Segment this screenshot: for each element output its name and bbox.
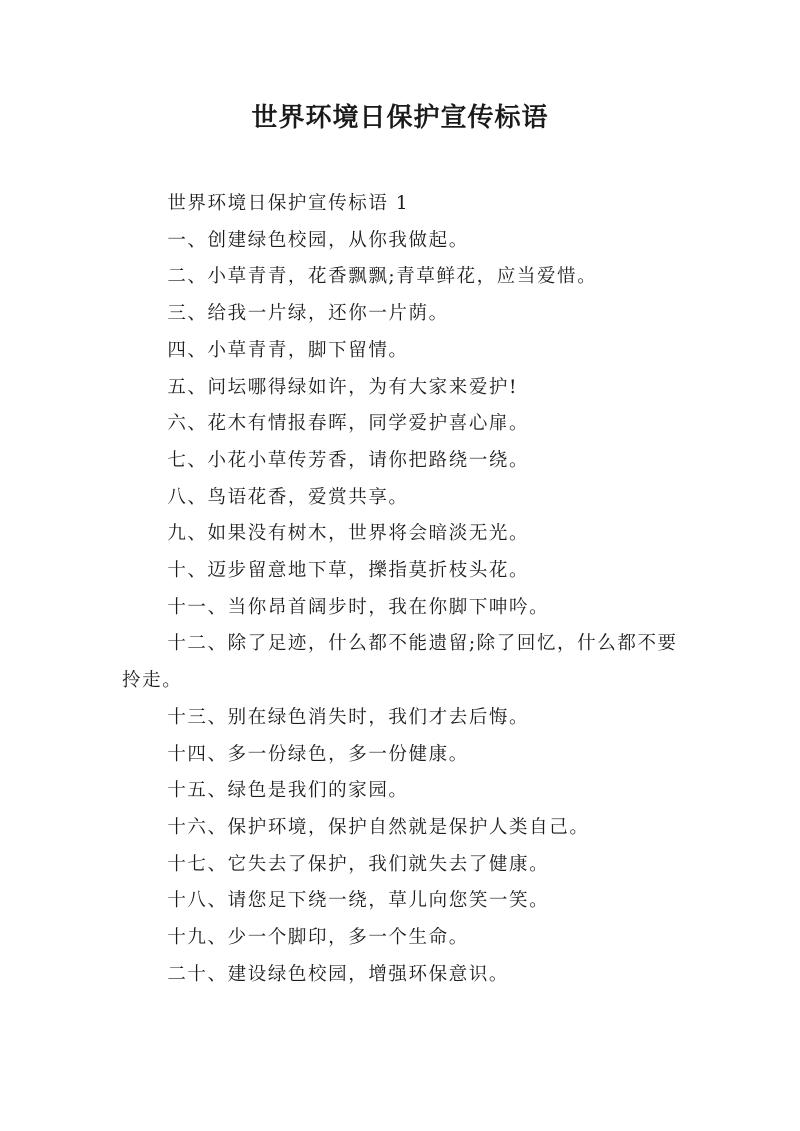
paragraph: 八、鸟语花香，爱赏共享。 (167, 486, 409, 508)
paragraph: 十六、保护环境，保护自然就是保护人类自己。 (167, 816, 590, 838)
paragraph: 十五、绿色是我们的家园。 (167, 780, 409, 802)
paragraph: 十九、少一个脚印，多一个生命。 (167, 927, 469, 949)
paragraph: 九、如果没有树木，世界将会暗淡无光。 (167, 523, 530, 545)
paragraph: 十七、它失去了保护，我们就失去了健康。 (167, 853, 550, 875)
paragraph: 七、小花小草传芳香，请你把路绕一绕。 (167, 449, 530, 471)
paragraph: 十四、多一份绿色，多一份健康。 (167, 743, 469, 765)
paragraph: 世界环境日保护宣传标语 1 (167, 193, 410, 214)
paragraph: 二十、建设绿色校园，增强环保意识。 (167, 963, 510, 985)
paragraph: 十八、请您足下绕一绕，草儿向您笑一笑。 (167, 890, 550, 912)
paragraph: 六、花木有情报春晖，同学爱护喜心扉。 (167, 413, 530, 435)
paragraph: 五、问坛哪得绿如许，为有大家来爱护! (167, 376, 519, 398)
document-body (122, 186, 684, 993)
paragraph: 十一、当你昂首阔步时，我在你脚下呻吟。 (167, 596, 550, 618)
paragraph: 一、创建绿色校园，从你我做起。 (167, 229, 469, 251)
paragraph: 三、给我一片绿，还你一片荫。 (167, 303, 449, 325)
document-title: 世界环境日保护宣传标语 (251, 103, 549, 133)
paragraph: 二、小草青青，花香飘飘;青草鲜花，应当爱惜。 (167, 266, 598, 288)
paragraph: 十二、除了足迹，什么都不能遗留;除了回忆，什么都不要拎走。 (122, 633, 678, 692)
paragraph: 十三、别在绿色消失时，我们才去后悔。 (167, 706, 530, 728)
paragraph: 十、迈步留意地下草，擽指莫折枝头花。 (167, 560, 530, 582)
paragraph: 四、小草青青，脚下留情。 (167, 339, 409, 361)
